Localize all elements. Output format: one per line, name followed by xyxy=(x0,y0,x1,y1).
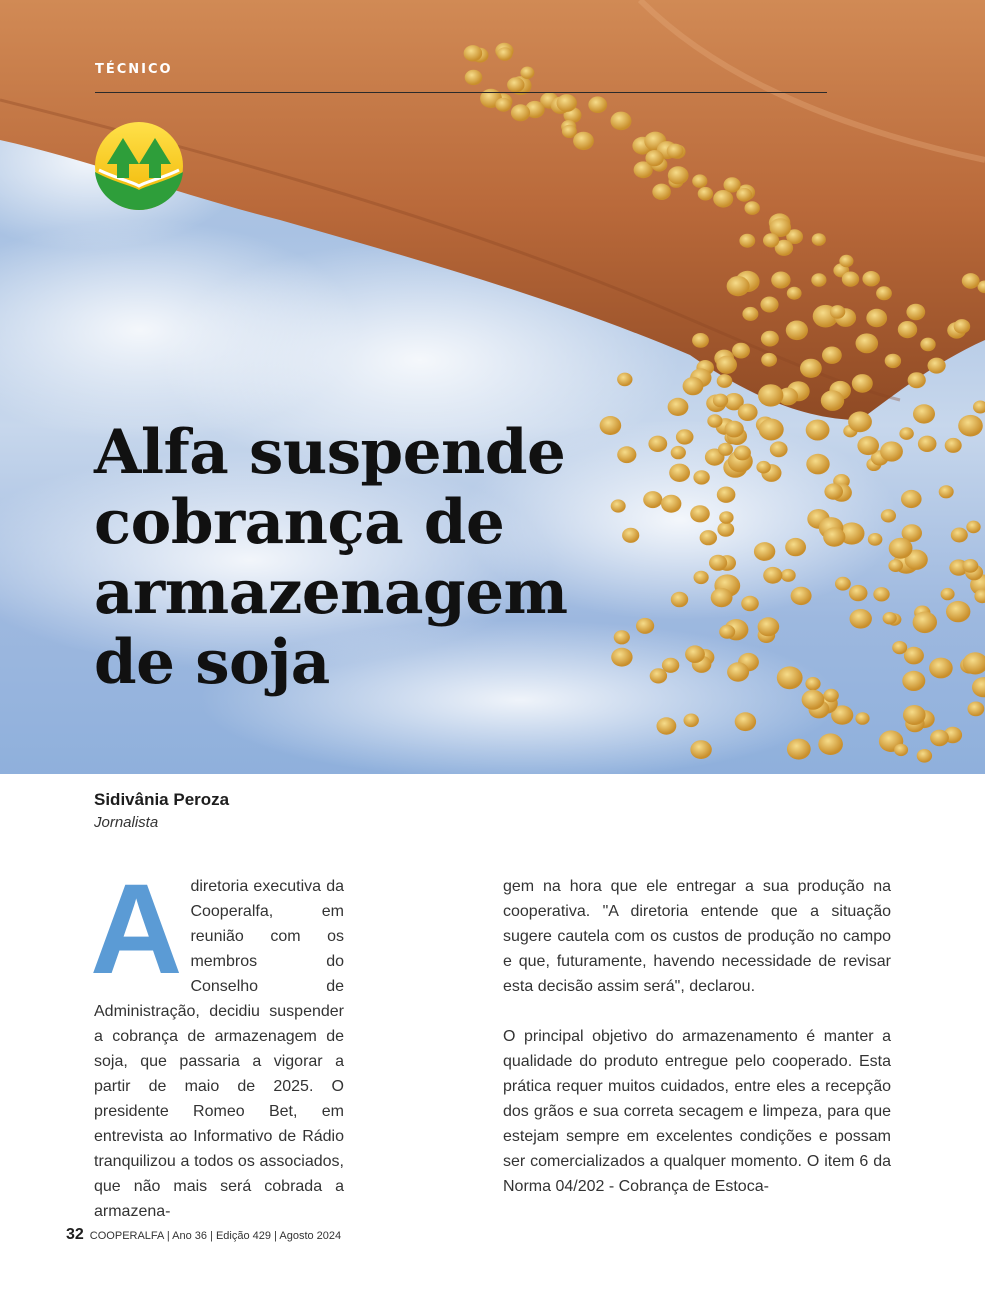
paragraph: gem na hora que ele entregar a sua produção na cooperativa. "A diretoria entende que a situação sugere cautela com os custos de produção no campo e que, futuramente, havendo necessidade de revisar esta decisão assim será", declarou. xyxy=(503,878,891,995)
article-headline xyxy=(94,418,654,698)
headline-line: de soja xyxy=(94,627,330,698)
section-label: TÉCNICO xyxy=(95,62,173,77)
section-divider xyxy=(95,92,827,93)
paragraph: O principal objetivo do armazenamento é manter a qualidade do produto entregue pelo cooperado. Esta prática requer muitos cuidados, entre eles a recepção dos grãos e sua correta secagem e limpeza, para que estejam sempre em excelentes condições e possam ser comercializados a qualquer momento. O item 6 da Norma 04/202 - Cobrança de Estoca- xyxy=(503,1028,891,1195)
page-footer xyxy=(66,1226,341,1244)
drop-cap: A xyxy=(90,858,183,1001)
author-name: Sidivânia Peroza xyxy=(94,790,230,809)
author-role: Jornalista xyxy=(94,814,159,831)
publication-info: COOPERALFA | Ano 36 | Edição 429 | Agosto 2024 xyxy=(89,1230,342,1242)
page-number: 32 xyxy=(66,1226,84,1243)
headline-line: Alfa suspende xyxy=(94,417,566,488)
article-column-left xyxy=(90,858,344,1224)
cooperalfa-logo-icon xyxy=(93,120,185,212)
article-column-right xyxy=(503,874,891,1199)
paragraph: diretoria executiva da Cooperalfa, em reunião com os membros do Conselho de Administração, decidiu suspender a cobrança de armazenagem de soja, que passaria a vigorar a partir de maio de 2025. O presidente Romeo Bet, em entrevista ao Informativo de Rádio tranquilizou a todos os associados, que não mais será cobrada a armazena- xyxy=(94,878,344,1220)
headline-line: armazenagem xyxy=(94,557,568,628)
headline-line: cobrança de xyxy=(94,487,505,558)
